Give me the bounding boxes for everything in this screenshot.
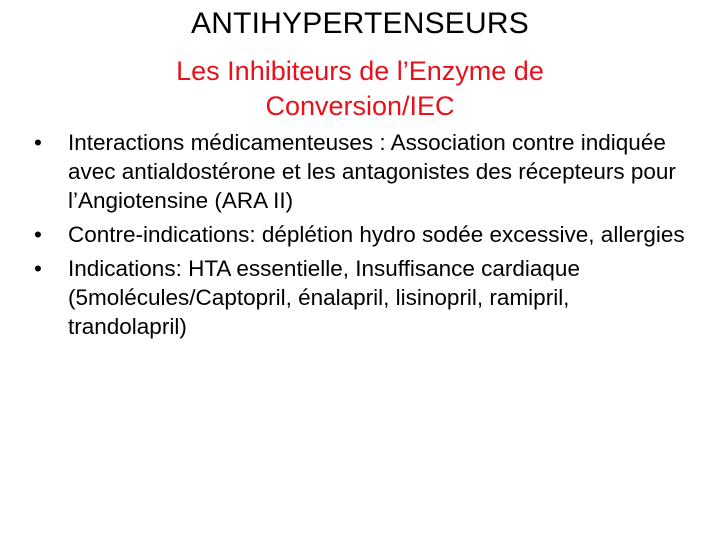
bullet-icon: •: [34, 256, 42, 281]
slide-subtitle: Les Inhibiteurs de l’Enzyme de Conversion/IEC: [176, 56, 544, 121]
bullet-text: Contre-indications: déplétion hydro sodée excessive, allergies: [68, 222, 685, 247]
bullet-icon: •: [34, 130, 42, 155]
bullet-list: [34, 128, 694, 346]
bullet-text: Indications: HTA essentielle, Insuffisance cardiaque (5molécules/Captopril, énalapril, lisinopril, ramipril, trandolapril): [68, 256, 580, 339]
bullet-text: Interactions médicamenteuses : Association contre indiquée avec antialdostérone et les antagonistes des récepteurs pour l’Angiotensine (ARA II): [68, 130, 676, 213]
bullet-item-interactions: [34, 128, 694, 215]
bullet-item-indications: [34, 254, 694, 341]
bullet-item-contre-indications: [34, 220, 694, 249]
slide-title: ANTIHYPERTENSEURS: [191, 7, 529, 40]
bullet-icon: •: [34, 222, 42, 247]
